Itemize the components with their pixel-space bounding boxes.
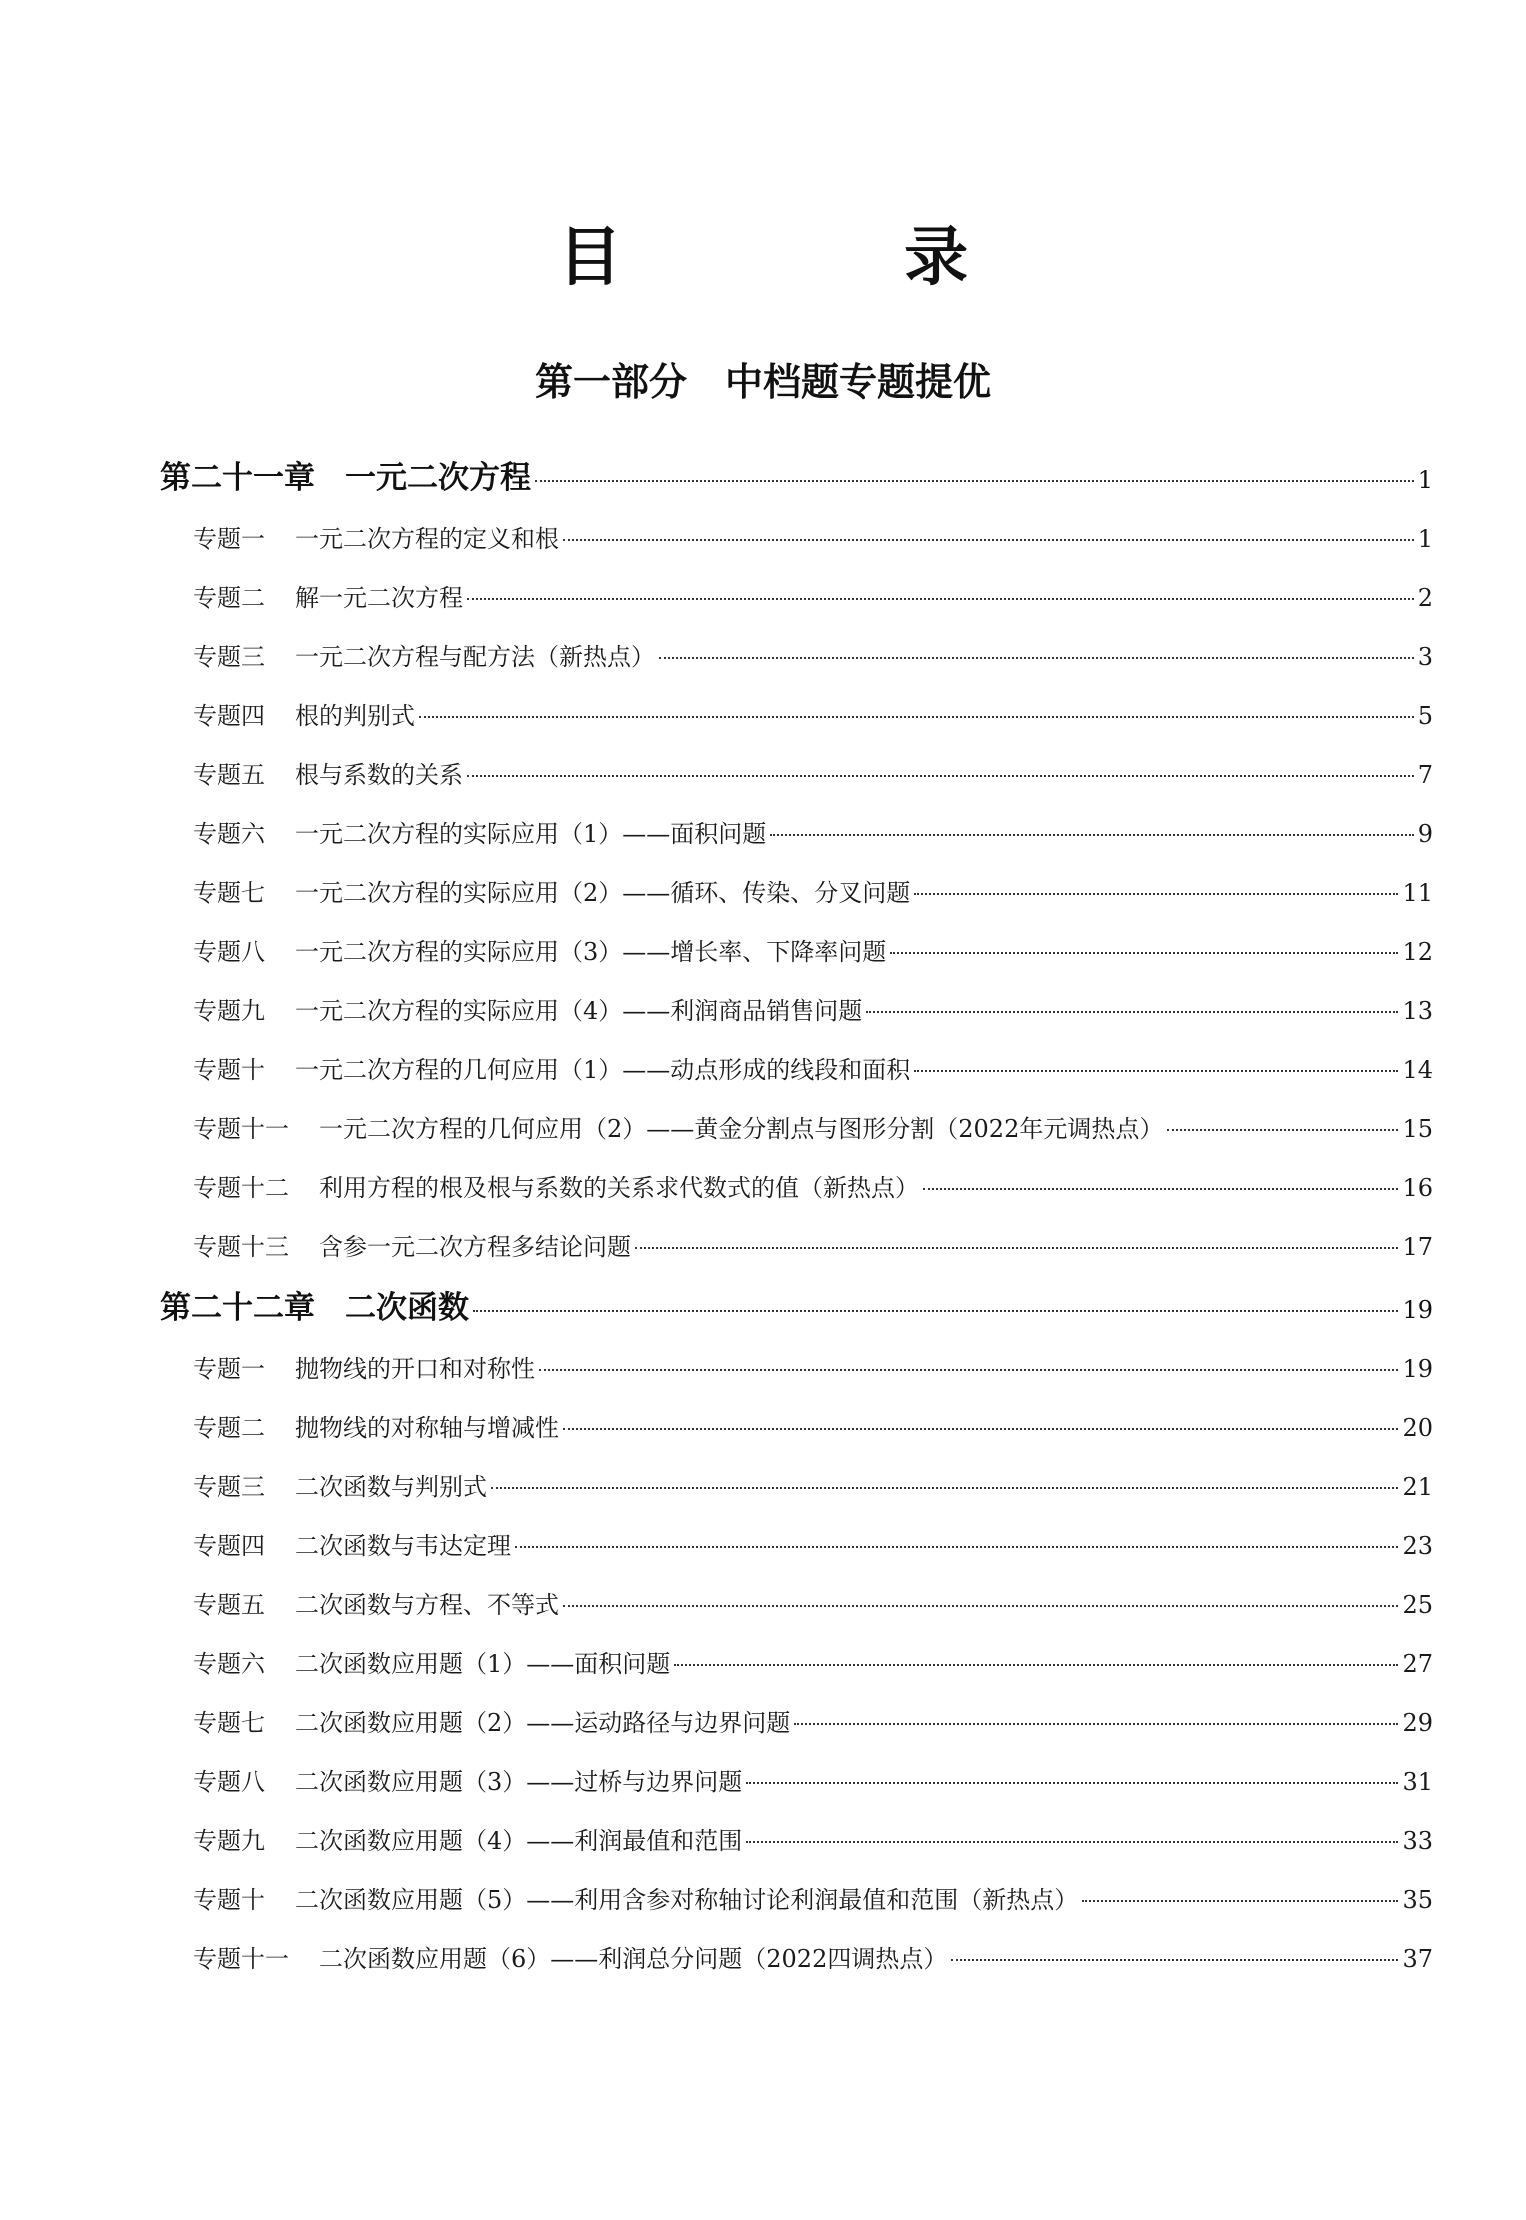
section-number: 专题七 [193, 1709, 265, 1737]
page-number: 2 [1417, 584, 1433, 612]
toc-section-row [193, 1050, 1433, 1090]
section-number: 专题九 [193, 997, 265, 1025]
section-number: 专题八 [193, 1768, 265, 1796]
dot-leader [951, 1959, 1398, 1961]
section-number: 专题五 [193, 761, 265, 789]
section-name: 抛物线的开口和对称性 [295, 1355, 535, 1383]
toc-chapter-row [160, 1288, 1433, 1328]
section-name: 抛物线的对称轴与增减性 [295, 1414, 559, 1442]
toc-section-row [193, 814, 1433, 854]
section-name: 根的判别式 [295, 702, 415, 730]
toc-section-row [193, 1821, 1433, 1861]
page-number: 3 [1417, 643, 1433, 671]
section-name: 一元二次方程与配方法（新热点） [295, 643, 655, 671]
page-number: 11 [1402, 879, 1433, 907]
section-name: 一元二次方程的实际应用（2）——循环、传染、分叉问题 [295, 879, 911, 907]
chapter-number: 第二十二章 [160, 1290, 315, 1326]
page-number: 31 [1402, 1768, 1433, 1796]
toc-section-row [193, 1168, 1433, 1208]
page-number: 16 [1402, 1174, 1433, 1202]
section-number: 专题一 [193, 525, 265, 553]
section-name: 二次函数应用题（4）——利润最值和范围 [295, 1827, 743, 1855]
dot-leader [914, 1070, 1398, 1072]
dot-leader [535, 480, 1414, 482]
section-number: 专题十 [193, 1056, 265, 1084]
dot-leader [1082, 1900, 1398, 1902]
section-name: 一元二次方程的实际应用（3）——增长率、下降率问题 [295, 938, 887, 966]
toc-section-row [193, 1880, 1433, 1920]
section-number: 专题十二 [193, 1174, 289, 1202]
toc-section-row [193, 637, 1433, 677]
toc-section-row [193, 1762, 1433, 1802]
page-number: 35 [1402, 1886, 1433, 1914]
toc-section-row [193, 1703, 1433, 1743]
section-number: 专题十三 [193, 1233, 289, 1261]
section-name: 一元二次方程的实际应用（1）——面积问题 [295, 820, 767, 848]
dot-leader [890, 952, 1398, 954]
section-number: 专题三 [193, 643, 265, 671]
section-name: 二次函数与判别式 [295, 1473, 487, 1501]
dot-leader [467, 775, 1414, 777]
toc-section-row [193, 1644, 1433, 1684]
page-number: 19 [1402, 1355, 1433, 1383]
page-number: 1 [1417, 466, 1433, 494]
page-number: 5 [1417, 702, 1433, 730]
toc-section-row [193, 578, 1433, 618]
section-name: 二次函数应用题（1）——面积问题 [295, 1650, 671, 1678]
toc-section-row [193, 1526, 1433, 1566]
page-number: 19 [1402, 1296, 1433, 1324]
dot-leader [419, 716, 1414, 718]
chapter-name: 二次函数 [345, 1290, 469, 1326]
toc-section-row [193, 696, 1433, 736]
section-number: 专题二 [193, 1414, 265, 1442]
section-number: 专题四 [193, 702, 265, 730]
toc-section-row [193, 1227, 1433, 1267]
page-number: 13 [1402, 997, 1433, 1025]
section-name: 一元二次方程的几何应用（1）——动点形成的线段和面积 [295, 1056, 911, 1084]
page-number: 33 [1402, 1827, 1433, 1855]
section-number: 专题十一 [193, 1945, 289, 1973]
section-name: 一元二次方程的定义和根 [295, 525, 559, 553]
page-number: 1 [1417, 525, 1433, 553]
dot-leader [491, 1487, 1398, 1489]
page-number: 37 [1402, 1945, 1433, 1973]
section-name: 二次函数应用题（3）——过桥与边界问题 [295, 1768, 743, 1796]
toc-section-row [193, 1349, 1433, 1389]
dot-leader [746, 1841, 1398, 1843]
toc-section-row [193, 519, 1433, 559]
page-title: 目 录 [557, 220, 1099, 295]
section-number: 专题九 [193, 1827, 265, 1855]
dot-leader [515, 1546, 1398, 1548]
toc-section-row [193, 1939, 1433, 1979]
dot-leader [563, 539, 1414, 541]
section-name: 二次函数应用题（2）——运动路径与边界问题 [295, 1709, 791, 1737]
dot-leader [770, 834, 1413, 836]
toc-chapter-row [160, 458, 1433, 498]
section-number: 专题一 [193, 1355, 265, 1383]
dot-leader [563, 1428, 1398, 1430]
section-number: 专题四 [193, 1532, 265, 1560]
section-number: 专题七 [193, 879, 265, 907]
toc-section-row [193, 1109, 1433, 1149]
section-name: 解一元二次方程 [295, 584, 463, 612]
section-name: 一元二次方程的实际应用（4）——利润商品销售问题 [295, 997, 863, 1025]
section-name: 利用方程的根及根与系数的关系求代数式的值（新热点） [319, 1174, 919, 1202]
dot-leader [674, 1664, 1398, 1666]
toc-section-row [193, 932, 1433, 972]
page-number: 21 [1402, 1473, 1433, 1501]
page-number: 27 [1402, 1650, 1433, 1678]
page-number: 29 [1402, 1709, 1433, 1737]
page-number: 20 [1402, 1414, 1433, 1442]
section-name: 二次函数与韦达定理 [295, 1532, 511, 1560]
section-name: 二次函数与方程、不等式 [295, 1591, 559, 1619]
page-number: 15 [1402, 1115, 1433, 1143]
page-number: 12 [1402, 938, 1433, 966]
section-number: 专题五 [193, 1591, 265, 1619]
section-number: 专题八 [193, 938, 265, 966]
section-number: 专题六 [193, 1650, 265, 1678]
dot-leader [923, 1188, 1398, 1190]
section-number: 专题十一 [193, 1115, 289, 1143]
dot-leader [746, 1782, 1398, 1784]
page-number: 14 [1402, 1056, 1433, 1084]
section-name: 二次函数应用题（5）——利用含参对称轴讨论利润最值和范围（新热点） [295, 1886, 1079, 1914]
section-number: 专题二 [193, 584, 265, 612]
dot-leader [473, 1310, 1398, 1312]
toc-section-row [193, 1585, 1433, 1625]
section-name: 含参一元二次方程多结论问题 [319, 1233, 631, 1261]
chapter-name: 一元二次方程 [345, 460, 531, 496]
dot-leader [467, 598, 1414, 600]
toc-section-row [193, 755, 1433, 795]
toc-section-row [193, 1467, 1433, 1507]
section-number: 专题三 [193, 1473, 265, 1501]
section-name: 一元二次方程的几何应用（2）——黄金分割点与图形分割（2022年元调热点） [319, 1115, 1164, 1143]
section-name: 二次函数应用题（6）——利润总分问题（2022四调热点） [319, 1945, 948, 1973]
chapter-number: 第二十一章 [160, 460, 315, 496]
toc-section-row [193, 873, 1433, 913]
section-number: 专题六 [193, 820, 265, 848]
section-name: 根与系数的关系 [295, 761, 463, 789]
dot-leader [1167, 1129, 1398, 1131]
dot-leader [866, 1011, 1398, 1013]
page-number: 7 [1417, 761, 1433, 789]
dot-leader [539, 1369, 1398, 1371]
page-number: 23 [1402, 1532, 1433, 1560]
section-number: 专题十 [193, 1886, 265, 1914]
dot-leader [659, 657, 1414, 659]
dot-leader [794, 1723, 1398, 1725]
page-number: 25 [1402, 1591, 1433, 1619]
part-title: 第一部分 中档题专题提优 [534, 359, 991, 404]
page-number: 17 [1402, 1233, 1433, 1261]
page-number: 9 [1417, 820, 1433, 848]
toc-section-row [193, 1408, 1433, 1448]
dot-leader [914, 893, 1398, 895]
dot-leader [563, 1605, 1398, 1607]
toc-section-row [193, 991, 1433, 1031]
dot-leader [635, 1247, 1398, 1249]
